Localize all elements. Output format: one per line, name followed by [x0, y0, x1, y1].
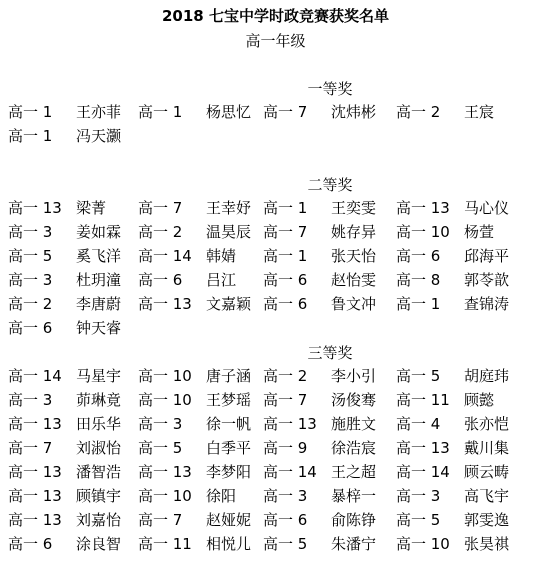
- student-name: 田乐华: [76, 415, 122, 433]
- class-label: 高一 11: [138, 535, 192, 553]
- class-label: 高一 1: [8, 103, 53, 121]
- class-label: 高一 1: [396, 295, 441, 313]
- class-label: 高一 13: [396, 199, 450, 217]
- student-name: 查锦涛: [464, 295, 510, 313]
- class-label: 高一 13: [263, 415, 317, 433]
- class-label: 高一 6: [263, 271, 308, 289]
- winner-row: [0, 100, 551, 124]
- student-name: 钟天睿: [76, 319, 122, 337]
- student-name: 鲁文冲: [331, 295, 377, 313]
- class-label: 高一 7: [263, 391, 308, 409]
- class-label: 高一 6: [8, 319, 53, 337]
- class-label: 高一 3: [8, 223, 53, 241]
- class-label: 高一 13: [8, 487, 62, 505]
- award-level-heading: 二等奖: [307, 176, 353, 194]
- student-name: 温昊辰: [206, 223, 252, 241]
- student-name: 张昊祺: [464, 535, 510, 553]
- winner-row: [0, 244, 551, 268]
- student-name: 汤俊骞: [331, 391, 377, 409]
- class-label: 高一 14: [263, 463, 317, 481]
- student-name: 王奕雯: [331, 199, 377, 217]
- student-name: 王幸妤: [206, 199, 252, 217]
- class-label: 高一 7: [8, 439, 53, 457]
- student-name: 姜如霖: [76, 223, 122, 241]
- student-name: 徐阳: [206, 487, 237, 505]
- winner-row: [0, 364, 551, 388]
- student-name: 王之超: [331, 463, 377, 481]
- student-name: 徐浩宸: [331, 439, 377, 457]
- student-name: 张天怡: [331, 247, 377, 265]
- student-name: 奚飞洋: [76, 247, 122, 265]
- class-label: 高一 5: [396, 367, 441, 385]
- winner-row: [0, 268, 551, 292]
- award-level-heading: 一等奖: [307, 80, 353, 98]
- student-name: 王宸: [464, 103, 495, 121]
- class-label: 高一 8: [396, 271, 441, 289]
- student-name: 沈炜彬: [331, 103, 377, 121]
- class-label: 高一 6: [263, 511, 308, 529]
- student-name: 施胜文: [331, 415, 377, 433]
- class-label: 高一 13: [8, 415, 62, 433]
- class-label: 高一 10: [138, 391, 192, 409]
- student-name: 赵娅妮: [206, 511, 252, 529]
- winner-row: [0, 388, 551, 412]
- class-label: 高一 1: [263, 199, 308, 217]
- class-label: 高一 1: [138, 103, 183, 121]
- class-label: 高一 13: [8, 511, 62, 529]
- student-name: 邱海平: [464, 247, 510, 265]
- class-label: 高一 13: [8, 199, 62, 217]
- student-name: 杨思忆: [206, 103, 252, 121]
- class-label: 高一 3: [396, 487, 441, 505]
- student-name: 刘淑怡: [76, 439, 122, 457]
- student-name: 徐一帆: [206, 415, 252, 433]
- class-label: 高一 2: [396, 103, 441, 121]
- winner-row: [0, 508, 551, 532]
- student-name: 王亦菲: [76, 103, 122, 121]
- winner-row: [0, 124, 551, 148]
- class-label: 高一 1: [8, 127, 53, 145]
- class-label: 高一 5: [396, 511, 441, 529]
- student-name: 冯天灏: [76, 127, 122, 145]
- class-label: 高一 10: [396, 535, 450, 553]
- student-name: 顾镇宇: [76, 487, 122, 505]
- class-label: 高一 5: [263, 535, 308, 553]
- student-name: 顾懿: [464, 391, 495, 409]
- winner-row: [0, 220, 551, 244]
- award-level-heading: 三等奖: [307, 344, 353, 362]
- winner-row: [0, 316, 551, 340]
- class-label: 高一 7: [138, 199, 183, 217]
- student-name: 杨萱: [464, 223, 495, 241]
- class-label: 高一 6: [396, 247, 441, 265]
- student-name: 潘智浩: [76, 463, 122, 481]
- class-label: 高一 7: [263, 223, 308, 241]
- student-name: 张亦恺: [464, 415, 510, 433]
- student-name: 高飞宇: [464, 487, 510, 505]
- student-name: 戴川集: [464, 439, 510, 457]
- student-name: 李小引: [331, 367, 377, 385]
- class-label: 高一 6: [8, 535, 53, 553]
- student-name: 暴梓一: [331, 487, 377, 505]
- student-name: 李梦阳: [206, 463, 252, 481]
- class-label: 高一 2: [263, 367, 308, 385]
- student-name: 杜玥潼: [76, 271, 122, 289]
- class-label: 高一 13: [8, 463, 62, 481]
- student-name: 王梦瑶: [206, 391, 252, 409]
- winner-row: [0, 196, 551, 220]
- student-name: 梁菁: [76, 199, 107, 217]
- student-name: 郭雯逸: [464, 511, 510, 529]
- class-label: 高一 10: [396, 223, 450, 241]
- class-label: 高一 3: [263, 487, 308, 505]
- grade-subtitle: 高一年级: [245, 32, 306, 50]
- class-label: 高一 9: [263, 439, 308, 457]
- student-name: 白季平: [206, 439, 252, 457]
- student-name: 俞陈铮: [331, 511, 377, 529]
- student-name: 姚存异: [331, 223, 377, 241]
- student-name: 赵怡雯: [331, 271, 377, 289]
- student-name: 马心仪: [464, 199, 510, 217]
- class-label: 高一 3: [138, 415, 183, 433]
- student-name: 李唐蔚: [76, 295, 122, 313]
- student-name: 郭苓歆: [464, 271, 510, 289]
- class-label: 高一 7: [263, 103, 308, 121]
- student-name: 吕江: [206, 271, 237, 289]
- page-title: 2018 七宝中学时政竞赛获奖名单: [162, 7, 389, 25]
- winner-row: [0, 436, 551, 460]
- class-label: 高一 6: [263, 295, 308, 313]
- winner-row: [0, 532, 551, 556]
- class-label: 高一 1: [263, 247, 308, 265]
- student-name: 刘嘉怡: [76, 511, 122, 529]
- class-label: 高一 7: [138, 511, 183, 529]
- winner-row: [0, 292, 551, 316]
- class-label: 高一 10: [138, 487, 192, 505]
- class-label: 高一 14: [138, 247, 192, 265]
- class-label: 高一 13: [138, 463, 192, 481]
- student-name: 文嘉颖: [206, 295, 252, 313]
- class-label: 高一 11: [396, 391, 450, 409]
- class-label: 高一 3: [8, 391, 53, 409]
- class-label: 高一 10: [138, 367, 192, 385]
- class-label: 高一 5: [138, 439, 183, 457]
- student-name: 韩婧: [206, 247, 237, 265]
- class-label: 高一 6: [138, 271, 183, 289]
- winner-row: [0, 484, 551, 508]
- winner-row: [0, 460, 551, 484]
- class-label: 高一 13: [396, 439, 450, 457]
- class-label: 高一 2: [138, 223, 183, 241]
- winner-row: [0, 412, 551, 436]
- class-label: 高一 3: [8, 271, 53, 289]
- class-label: 高一 5: [8, 247, 53, 265]
- student-name: 朱潘宁: [331, 535, 377, 553]
- class-label: 高一 4: [396, 415, 441, 433]
- student-name: 马星宇: [76, 367, 122, 385]
- class-label: 高一 13: [138, 295, 192, 313]
- student-name: 顾云畴: [464, 463, 510, 481]
- student-name: 唐子涵: [206, 367, 252, 385]
- student-name: 茆琳竟: [76, 391, 122, 409]
- student-name: 胡庭玮: [464, 367, 510, 385]
- student-name: 相悦儿: [206, 535, 252, 553]
- class-label: 高一 2: [8, 295, 53, 313]
- class-label: 高一 14: [8, 367, 62, 385]
- student-name: 涂良智: [76, 535, 122, 553]
- class-label: 高一 14: [396, 463, 450, 481]
